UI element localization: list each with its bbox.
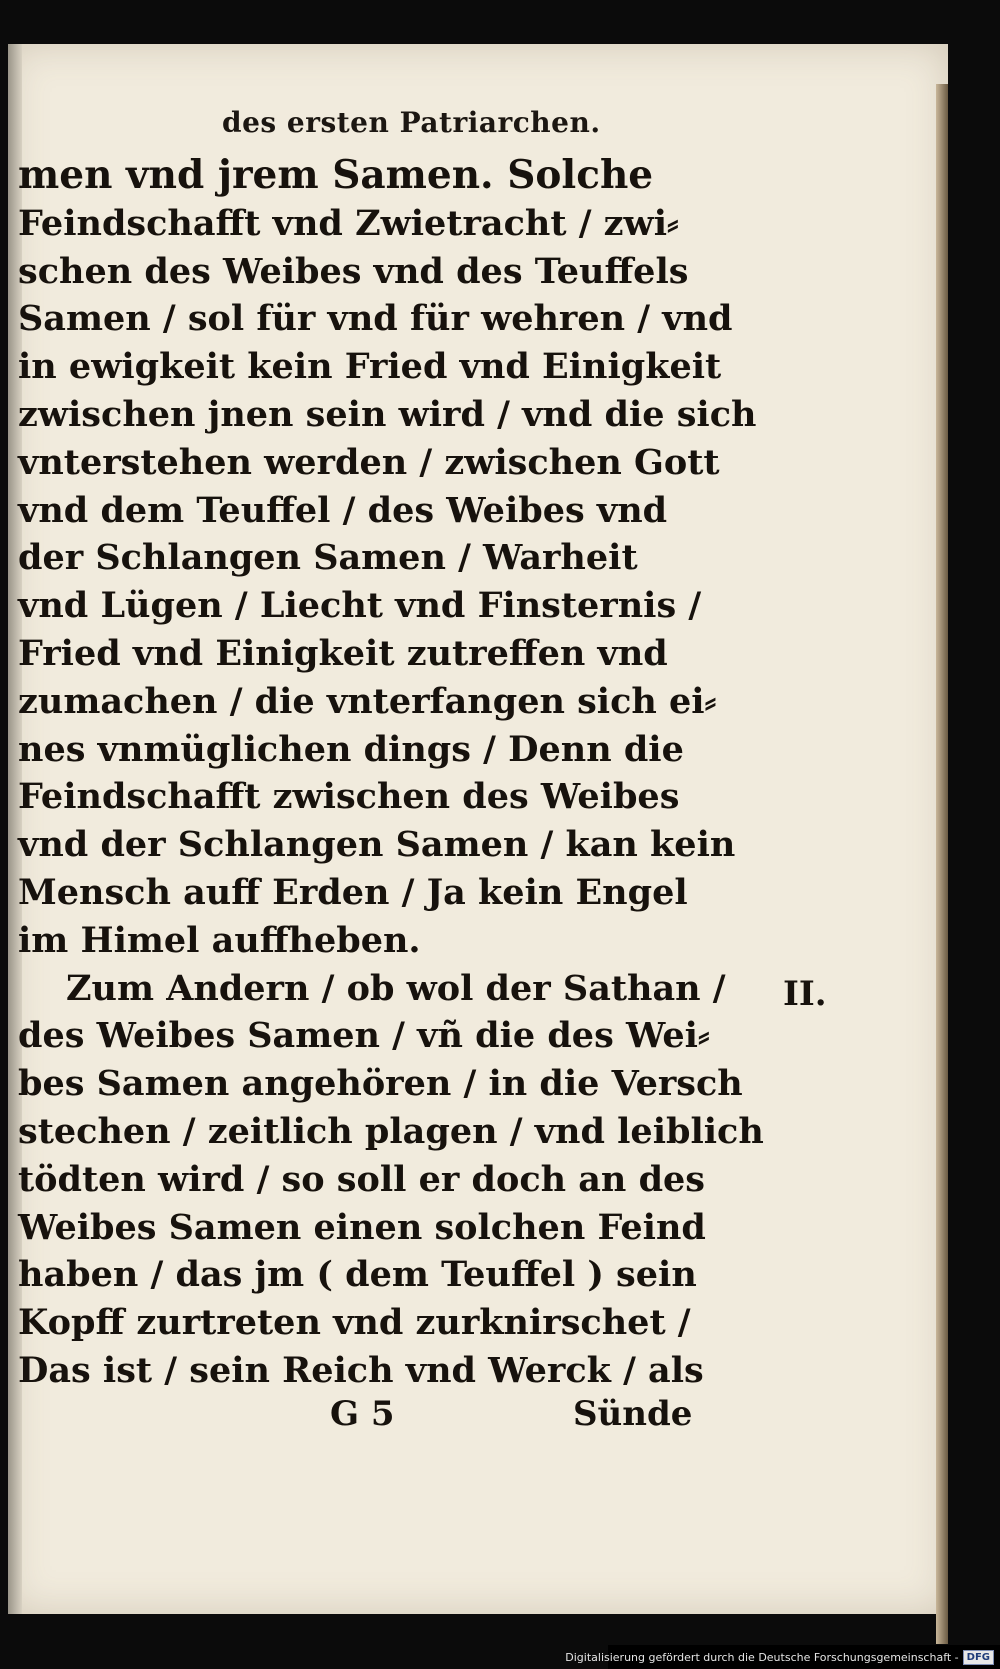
text-line: Zum Andern / ob wol der Sathan / [66, 967, 726, 1009]
text-line: Feindschafft zwischen des Weibes [18, 776, 680, 818]
text-line: Samen / sol für vnd für wehren / vnd [18, 298, 733, 340]
running-header: des ersten Patriarchen. [222, 106, 601, 139]
signature-mark: G 5 [330, 1394, 395, 1434]
dfg-logo-icon: DFG [963, 1650, 994, 1665]
text-line: in ewigkeit kein Fried vnd Einigkeit [18, 346, 722, 388]
text-line: Fried vnd Einigkeit zutreffen vnd [18, 632, 668, 674]
text-line: des Weibes Samen / vñ die des Wei⸗ [18, 1015, 710, 1057]
text-line: zumachen / die vnterfangen sich ei⸗ [18, 680, 717, 722]
text-line: tödten wird / so soll er doch an des [18, 1158, 706, 1200]
text-line: stechen / zeitlich plagen / vnd leiblich [18, 1110, 764, 1152]
text-line: der Schlangen Samen / Warheit [18, 537, 638, 579]
text-line: im Himel auffheben. [18, 919, 421, 961]
text-line: Kopff zurtreten vnd zurknirschet / [18, 1302, 691, 1344]
text-line: schen des Weibes vnd des Teuffels [18, 250, 689, 292]
text-line: zwischen jnen sein wird / vnd die sich [18, 393, 757, 435]
digitization-notice-bar [565, 1645, 1000, 1669]
text-line: vnterstehen werden / zwischen Gott [18, 441, 720, 483]
text-line: Feindschafft vnd Zwietracht / zwi⸗ [18, 202, 679, 244]
digitization-notice: Digitalisierung gefördert durch die Deutsche Forschungsgemeinschaft - [565, 1650, 959, 1664]
catchword: Sünde [573, 1394, 693, 1434]
text-line: vnd Lügen / Liecht vnd Finsternis / [18, 585, 702, 627]
text-line: vnd der Schlangen Samen / kan kein [18, 824, 736, 866]
page-body-text [18, 152, 764, 1395]
text-line: Mensch auff Erden / Ja kein Engel [18, 871, 688, 913]
text-line: bes Samen angehören / in die Versch [18, 1063, 743, 1105]
text-line: Weibes Samen einen solchen Feind [18, 1206, 706, 1248]
page-right-edge [936, 84, 948, 1644]
text-line: vnd dem Teuffel / des Weibes vnd [18, 489, 668, 531]
text-line: nes vnmüglichen dings / Denn die [18, 728, 684, 770]
marginal-number: II. [783, 974, 827, 1014]
text-line: Das ist / sein Reich vnd Werck / als [18, 1349, 704, 1391]
text-line: men vnd jrem Samen. Solche [18, 152, 654, 198]
text-line: haben / das jm ( dem Teuffel ) sein [18, 1254, 697, 1296]
